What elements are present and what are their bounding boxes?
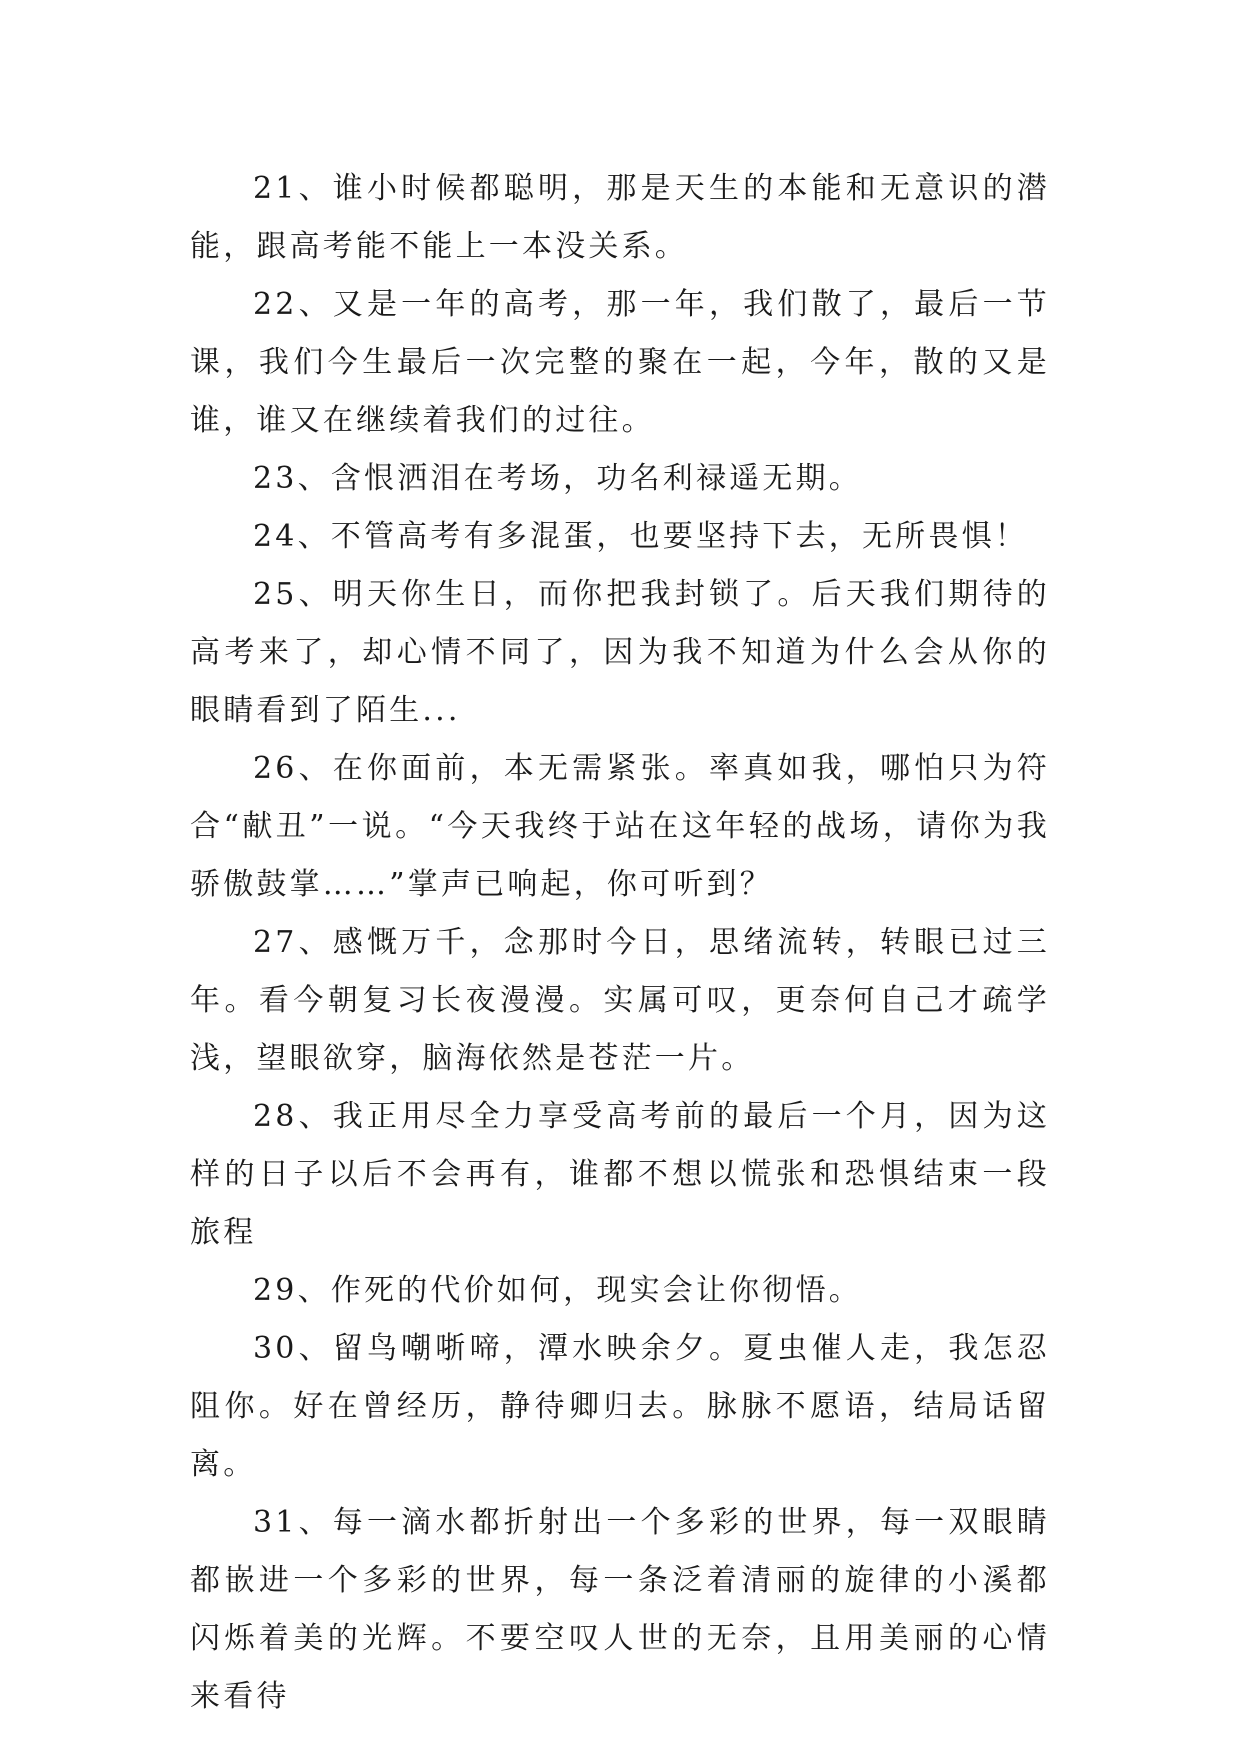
paragraph-28: 28、我正用尽全力享受高考前的最后一个月，因为这样的日子以后不会再有，谁都不想以慌张和恐惧结束一段旅程 xyxy=(190,1099,1050,1250)
paragraph-29: 29、作死的代价如何，现实会让你彻悟。 xyxy=(253,1273,862,1308)
paragraph-27: 27、感慨万千，念那时今日，思绪流转，转眼已过三年。看今朝复习长夜漫漫。实属可叹，更奈何自己才疏学浅，望眼欲穿，脑海依然是苍茫一片。 xyxy=(190,925,1050,1076)
paragraph-22: 22、又是一年的高考，那一年，我们散了，最后一节课，我们今生最后一次完整的聚在一起，今年，散的又是谁，谁又在继续着我们的过往。 xyxy=(190,287,1050,438)
paragraph-24: 24、不管高考有多混蛋，也要坚持下去，无所畏惧！ xyxy=(253,519,1028,554)
document-page xyxy=(190,160,1050,1726)
paragraph-21: 21、谁小时候都聪明，那是天生的本能和无意识的潜能，跟高考能不能上一本没关系。 xyxy=(190,171,1050,264)
paragraph-31: 31、每一滴水都折射出一个多彩的世界，每一双眼睛都嵌进一个多彩的世界，每一条泛着清丽的旋律的小溪都闪烁着美的光辉。不要空叹人世的无奈，且用美丽的心情来看待 xyxy=(190,1505,1050,1714)
paragraph-23: 23、含恨洒泪在考场，功名利禄遥无期。 xyxy=(253,461,862,496)
paragraph-25: 25、明天你生日，而你把我封锁了。后天我们期待的高考来了，却心情不同了，因为我不知道为什么会从你的眼睛看到了陌生... xyxy=(190,577,1050,728)
paragraph-30: 30、留鸟嘲哳啼，潭水映余夕。夏虫催人走，我怎忍阻你。好在曾经历，静待卿归去。脉脉不愿语，结局话留离。 xyxy=(190,1331,1050,1482)
paragraph-26: 26、在你面前，本无需紧张。率真如我，哪怕只为符合“献丑”一说。“今天我终于站在这年轻的战场，请你为我骄傲鼓掌……”掌声已响起，你可听到？ xyxy=(190,751,1050,902)
